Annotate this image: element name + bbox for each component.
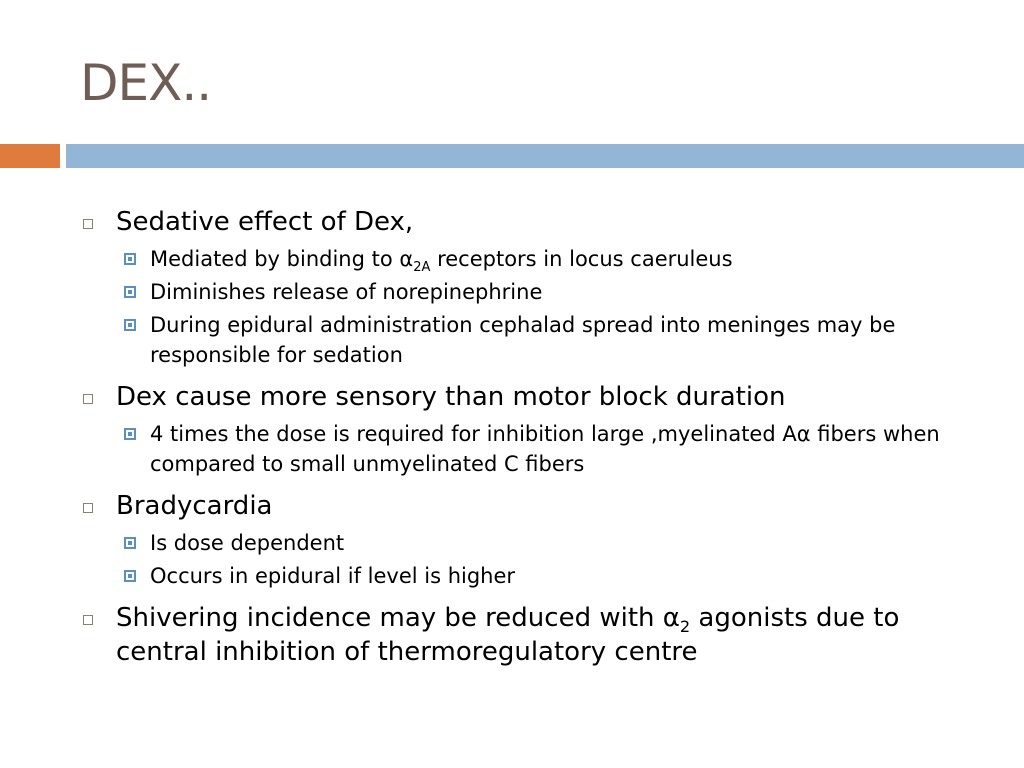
sub-bullet-dose-inhibition — [80, 419, 980, 479]
square-bullet-icon — [124, 537, 136, 549]
sub-bullet-epidural-level — [80, 561, 980, 591]
slide-title: DEX.. — [80, 54, 212, 112]
square-bullet-icon — [124, 286, 136, 298]
sub-bullet-text: Occurs in epidural if level is higher — [150, 564, 516, 588]
sub-bullet-dose-dependent — [80, 528, 980, 558]
sub-bullet-norepinephrine — [80, 277, 980, 307]
sub-bullet-mediated-binding — [80, 244, 980, 274]
sub-bullet-text: During epidural administration cephalad spread into meninges may be responsible for sedation — [150, 313, 896, 367]
hollow-square-bullet-icon — [83, 394, 93, 404]
square-bullet-icon — [124, 428, 136, 440]
sub-bullet-epidural-spread — [80, 310, 980, 370]
bullet-bradycardia — [80, 489, 980, 523]
bullet-text: Dex cause more sensory than motor block duration — [116, 382, 786, 412]
hollow-square-bullet-icon — [83, 503, 93, 513]
subscript: 2A — [413, 260, 431, 276]
bullet-shivering — [80, 601, 980, 669]
sub-bullet-text: Diminishes release of norepinephrine — [150, 280, 543, 304]
hollow-square-bullet-icon — [83, 219, 93, 229]
hollow-square-bullet-icon — [83, 615, 93, 625]
accent-bar-orange — [0, 144, 60, 168]
bullet-sensory-block — [80, 380, 980, 414]
bullet-text-cont: agonists due to central inhibition of thermoregulatory centre — [116, 603, 900, 667]
bullet-text: Shivering incidence may be reduced with α — [116, 603, 680, 633]
sub-bullet-text: Mediated by binding to α — [150, 247, 414, 271]
sub-bullet-text-cont: receptors in locus caeruleus — [430, 247, 733, 271]
sub-bullet-text: Is dose dependent — [150, 531, 345, 555]
subscript: 2 — [679, 617, 691, 637]
bullet-text: Bradycardia — [116, 491, 273, 521]
square-bullet-icon — [124, 319, 136, 331]
bullet-text: Sedative effect of Dex, — [116, 207, 414, 237]
sub-bullet-text: 4 times the dose is required for inhibition large ,myelinated Aα fibers when compared to small unmyelinated C fibers — [150, 422, 940, 476]
bullet-list — [80, 205, 980, 669]
accent-bar-blue — [66, 144, 1024, 168]
square-bullet-icon — [124, 570, 136, 582]
square-bullet-icon — [124, 253, 136, 265]
bullet-sedative-effect — [80, 205, 980, 239]
